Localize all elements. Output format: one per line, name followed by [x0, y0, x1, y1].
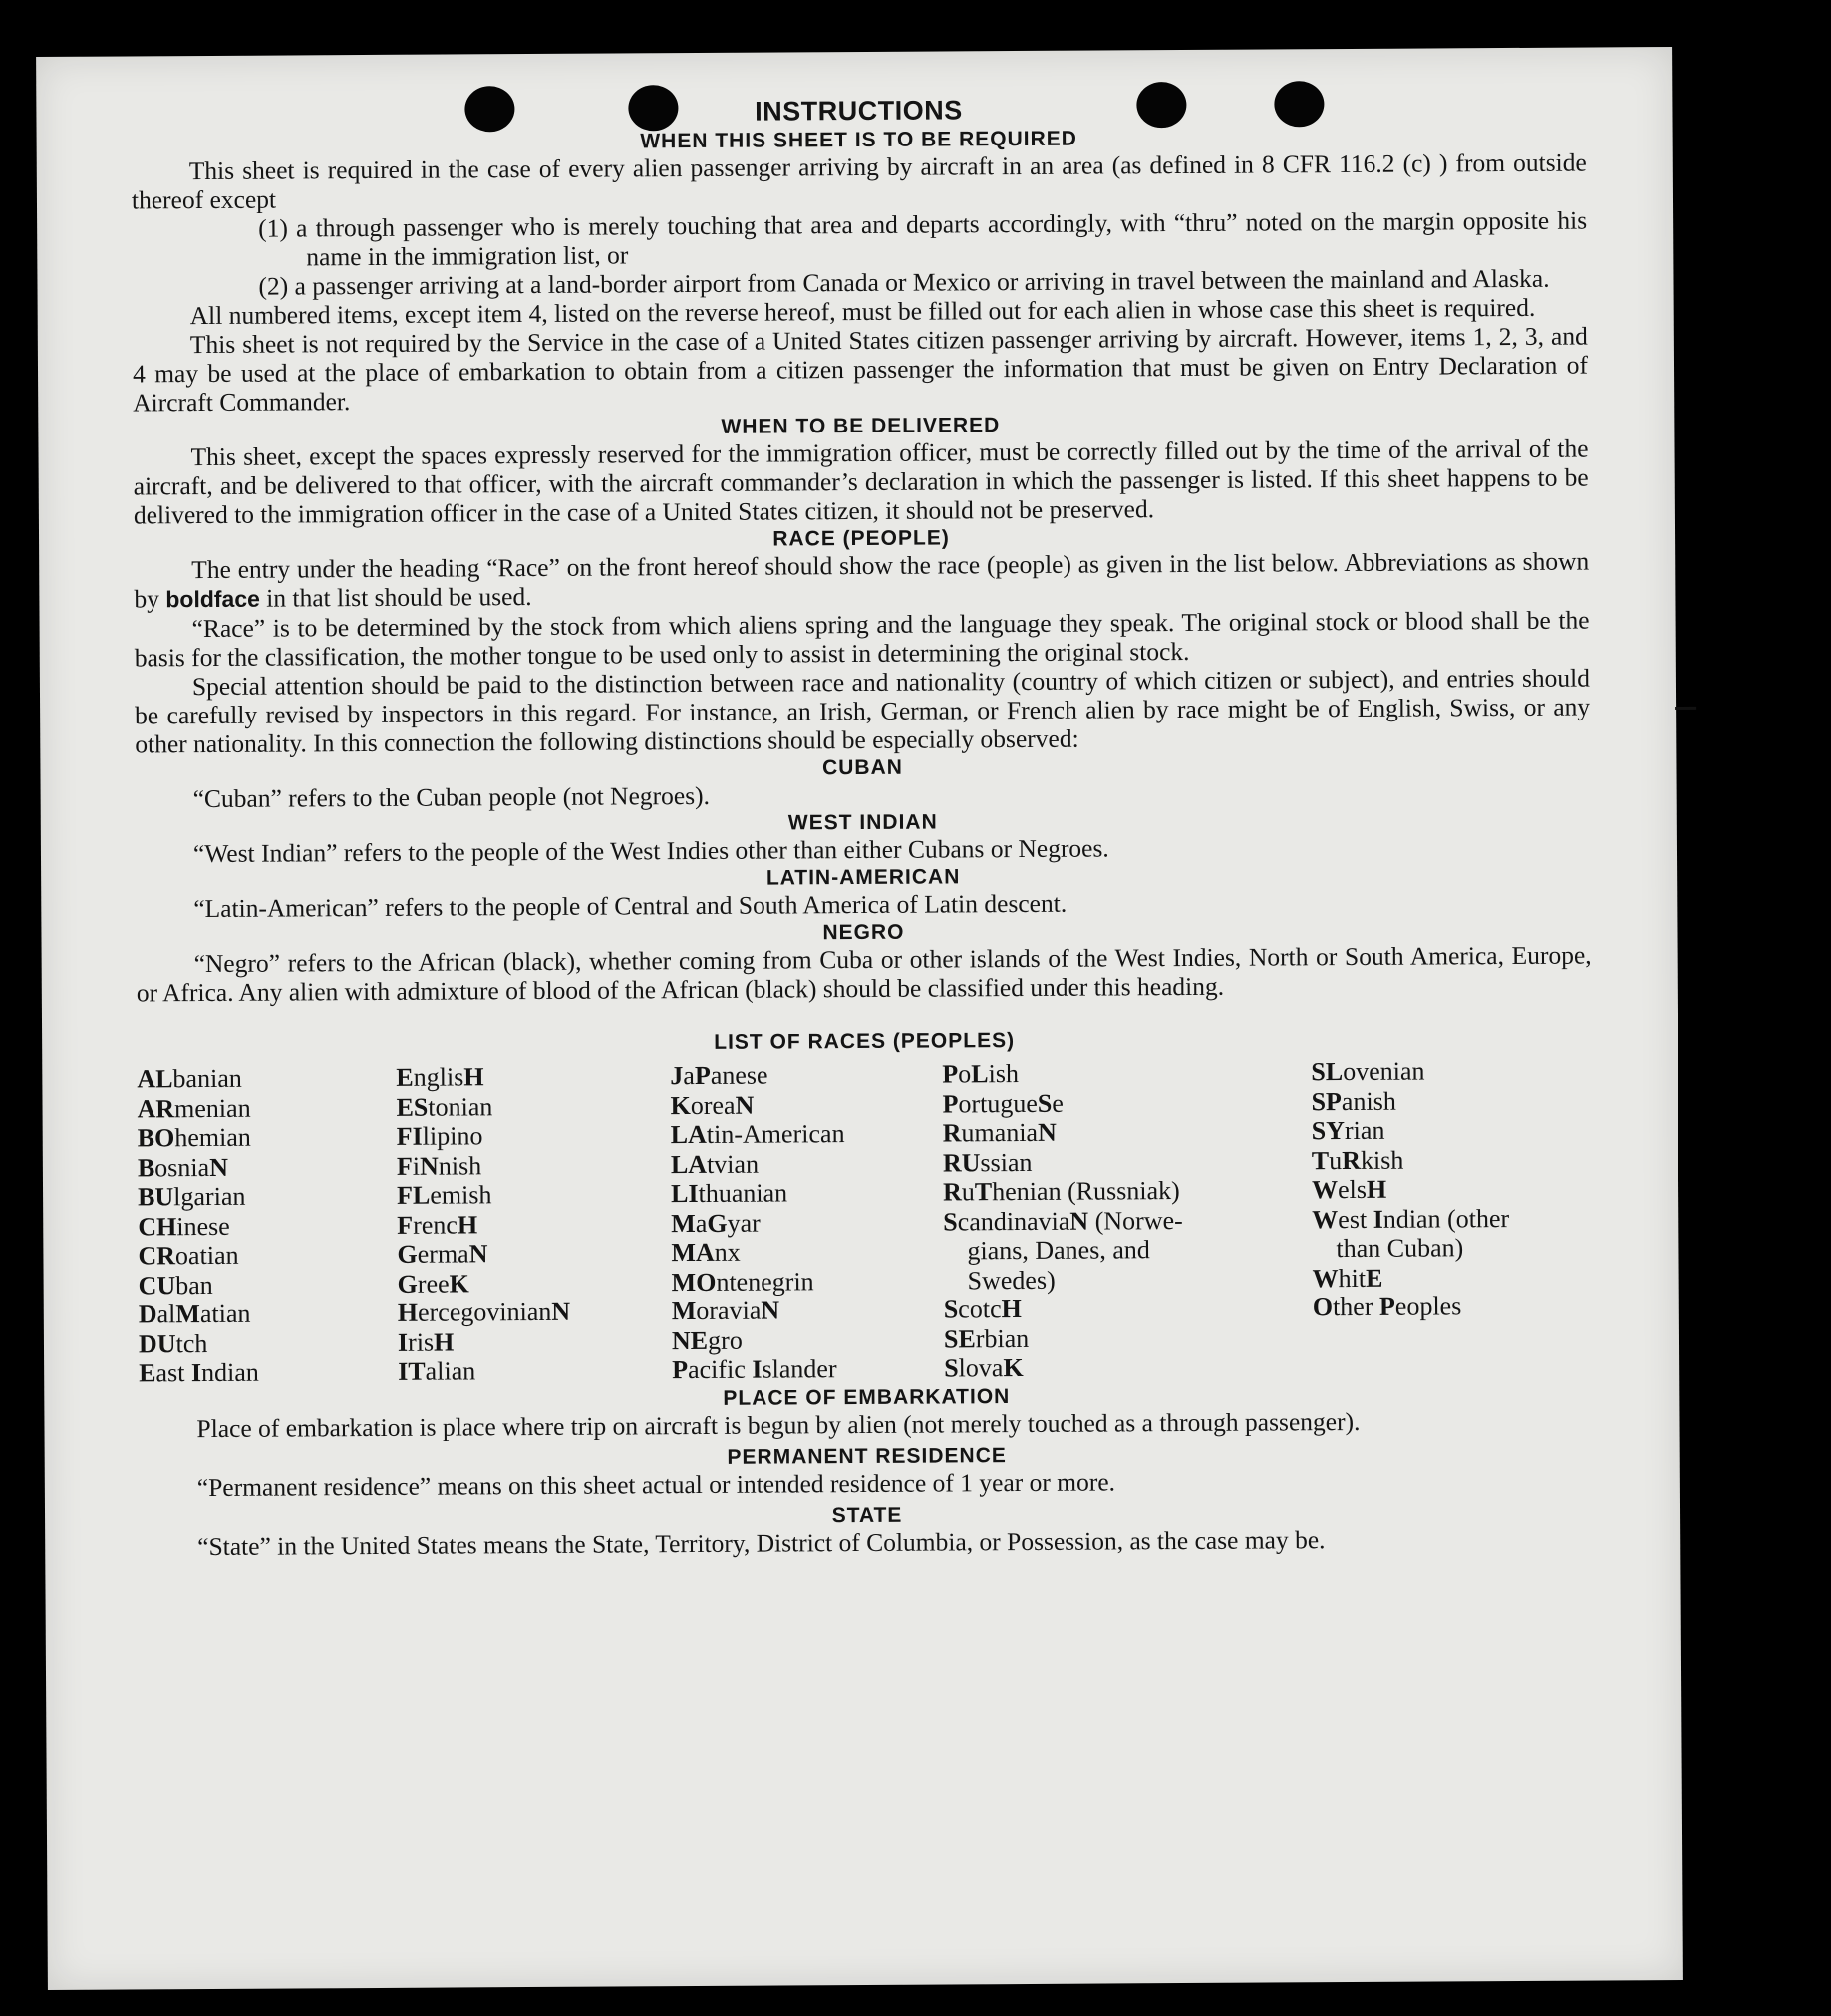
- race-column: [942, 1057, 1313, 1383]
- race-entry: DUtch: [138, 1328, 208, 1358]
- race-entry: MaGyar: [671, 1208, 761, 1238]
- race-column: [396, 1061, 672, 1386]
- definition-latin-american: “Latin-American” refers to the people of Central and South America of Latin descent.: [193, 888, 1068, 924]
- race-entry: ARmenian: [137, 1093, 251, 1123]
- race-entry: CUban: [138, 1270, 213, 1299]
- race-entry-text-b: in that list should be used.: [266, 582, 532, 613]
- race-column: [1311, 1056, 1594, 1381]
- race-entry: DalMatian: [138, 1298, 251, 1329]
- margin-mark: [1675, 707, 1696, 710]
- paragraph-residence: “Permanent residence” means on this sheet actual or intended residence of 1 year or more.: [196, 1466, 1116, 1502]
- definition-west-indian: “West Indian” refers to the people of the West Indies other than either Cubans or Negroes.: [192, 833, 1109, 869]
- race-entry-continuation: Swedes): [967, 1265, 1056, 1295]
- race-entry: SLovenian: [1311, 1056, 1425, 1087]
- subheading-negro: NEGRO: [822, 920, 905, 945]
- race-entry: LAtin-American: [670, 1119, 845, 1150]
- race-entry: MOntenegrin: [671, 1266, 814, 1296]
- race-entry: SErbian: [943, 1323, 1030, 1353]
- race-list: [137, 1056, 1594, 1388]
- section-heading-state: STATE: [831, 1503, 903, 1527]
- race-column: [137, 1063, 398, 1388]
- race-entry: SYrian: [1311, 1115, 1385, 1146]
- race-entry: Other Peoples: [1312, 1292, 1462, 1322]
- paragraph-embarkation: Place of embarkation is place where trip on aircraft is begun by alien (not merely touched as a through passenger).: [196, 1406, 1361, 1443]
- race-entry: KoreaN: [670, 1090, 755, 1120]
- race-entry: CHinese: [138, 1211, 230, 1241]
- race-entry: RUssian: [942, 1147, 1033, 1177]
- race-entry: RumaniaN: [942, 1117, 1057, 1148]
- document-page: [36, 47, 1683, 1990]
- race-column: [670, 1059, 944, 1384]
- instructions-body: [131, 92, 1595, 1561]
- race-entry: PoLish: [942, 1059, 1020, 1089]
- subheading-latin-american: LATIN-AMERICAN: [765, 865, 961, 890]
- race-entry: IrisH: [397, 1326, 455, 1357]
- race-entry: LAtvian: [670, 1149, 760, 1179]
- section-heading-embarkation: PLACE OF EMBARKATION: [723, 1384, 1011, 1410]
- race-entry: West Indian (other than Cuban): [1312, 1203, 1593, 1264]
- definition-cuban: “Cuban” refers to the Cuban people (not Negroes).: [192, 780, 711, 814]
- boldface-word: boldface: [165, 585, 260, 613]
- exception-item-1: (1) a through passenger who is merely touching that area and departs accordingly, with “thru” noted on the margin opposite his name in the immigration list, or: [258, 205, 1588, 272]
- race-entry: EStonian: [396, 1091, 493, 1122]
- race-entry: East Indian: [139, 1357, 259, 1388]
- race-entry: FIlipino: [396, 1121, 483, 1151]
- section-heading-race: RACE (PEOPLE): [772, 526, 950, 551]
- race-entry: WelsH: [1311, 1174, 1387, 1205]
- race-entry: ALbanian: [137, 1063, 242, 1094]
- race-entry: MoraviaN: [671, 1296, 780, 1326]
- race-entry: BOhemian: [137, 1122, 251, 1153]
- race-entry: FiNnish: [396, 1150, 482, 1181]
- race-entry: PortugueSe: [942, 1088, 1064, 1118]
- race-entry: BUlgarian: [137, 1181, 246, 1212]
- race-entry: GermaN: [397, 1239, 488, 1269]
- race-entry: ITalian: [398, 1356, 476, 1386]
- race-entry: TuRkish: [1311, 1145, 1404, 1175]
- section-heading-when-required: WHEN THIS SHEET IS TO BE REQUIRED: [640, 127, 1078, 153]
- race-entry: ScotcH: [943, 1295, 1022, 1324]
- section-heading-when-delivered: WHEN TO BE DELIVERED: [721, 414, 1001, 438]
- paragraph-race-entry: [134, 547, 1589, 615]
- paragraph-race-stock: “Race” is to be determined by the stock from which aliens spring and the language they speak. The original stock or blood shall be the basis for the classification, the mother tongue to be used only to assist in determining the original stock.: [134, 605, 1590, 673]
- race-entry: LIthuanian: [670, 1178, 788, 1209]
- race-entry: NEgro: [671, 1325, 743, 1355]
- subheading-west-indian: WEST INDIAN: [787, 810, 938, 835]
- race-entry: WhitE: [1312, 1263, 1383, 1293]
- race-entry: MAnx: [671, 1237, 741, 1268]
- section-heading-list-of-races: LIST OF RACES (PEOPLES): [714, 1029, 1016, 1054]
- race-entry: SlovaK: [944, 1353, 1024, 1383]
- paragraph-required-intro: This sheet is required in the case of every alien passenger arriving by aircraft in an area (as defined in 8 CFR 116.2 (c) ) from outside thereof except: [131, 147, 1587, 215]
- race-entry: CRoatian: [138, 1240, 239, 1271]
- definition-negro: “Negro” refers to the African (black), whether coming from Cuba or other islands of the West Indies, North or South America, Europe, or Africa. Any alien with admixture of blood of the African (black) should be classified under this heading.: [136, 940, 1592, 1008]
- race-entry-continuation: than Cuban): [1336, 1233, 1464, 1264]
- paragraph-citizen: This sheet is not required by the Service in the case of a United States citizen passenger arriving by aircraft. However, items 1, 2, 3, and 4 may be used at the place of embarkation to obtain from a citizen passenger the information that must be given on Entry Declaration of Aircraft Commander.: [132, 321, 1589, 418]
- race-entry: HercegovinianN: [397, 1296, 571, 1327]
- subheading-cuban: CUBAN: [821, 755, 903, 780]
- race-entry: SPanish: [1311, 1086, 1396, 1116]
- paragraph-numbered-items: All numbered items, except item 4, listed on the reverse hereof, must be filled out for each alien in whose case this sheet is required.: [189, 292, 1536, 331]
- race-entry: ScandinaviaN (Norwe- gians, Danes, and Swedes): [943, 1205, 1313, 1296]
- race-entry-continuation: gians, Danes, and: [967, 1235, 1150, 1266]
- race-entry: BosniaN: [137, 1152, 229, 1182]
- race-entry: RuThenian (Russniak): [942, 1176, 1180, 1207]
- race-entry: FLemish: [396, 1180, 492, 1210]
- race-entry: JaPanese: [670, 1060, 768, 1091]
- race-entry: GreeK: [397, 1268, 469, 1298]
- race-entry: FrencH: [397, 1209, 478, 1240]
- page-title: INSTRUCTIONS: [755, 95, 963, 127]
- race-entry-text-a: The entry under the heading “Race” on the front hereof should show the race (people) as given in the list below. Abbreviations as shown by: [134, 546, 1590, 614]
- paragraph-delivery: This sheet, except the spaces expressly reserved for the immigration officer, must be correctly filled out by the time of the arrival of the aircraft, and be delivered to that officer, with the aircraft commander’s declaration in which the passenger is listed. If this sheet happens to be delivered to the immigration officer in the case of a United States citizen, it should not be preserved.: [133, 433, 1589, 530]
- paragraph-race-nationality: Special attention should be paid to the distinction between race and nationality (country of which citizen or subject), and entries should be carefully revised by inspectors in this regard. For instance, an Irish, German, or French alien by race might be of English, Swiss, or any other nationality. In this connection the following distinctions should be especially observed:: [135, 663, 1591, 759]
- paragraph-state: “State” in the United States means the State, Territory, District of Columbia, or Possession, as the case may be.: [197, 1524, 1326, 1561]
- section-heading-residence: PERMANENT RESIDENCE: [727, 1443, 1007, 1469]
- race-entry: EnglisH: [396, 1062, 484, 1092]
- race-entry: Pacific Islander: [672, 1354, 837, 1385]
- exception-item-2: (2) a passenger arriving at a land-border airport from Canada or Mexico or arriving in travel between the mainland and Alaska.: [258, 263, 1550, 301]
